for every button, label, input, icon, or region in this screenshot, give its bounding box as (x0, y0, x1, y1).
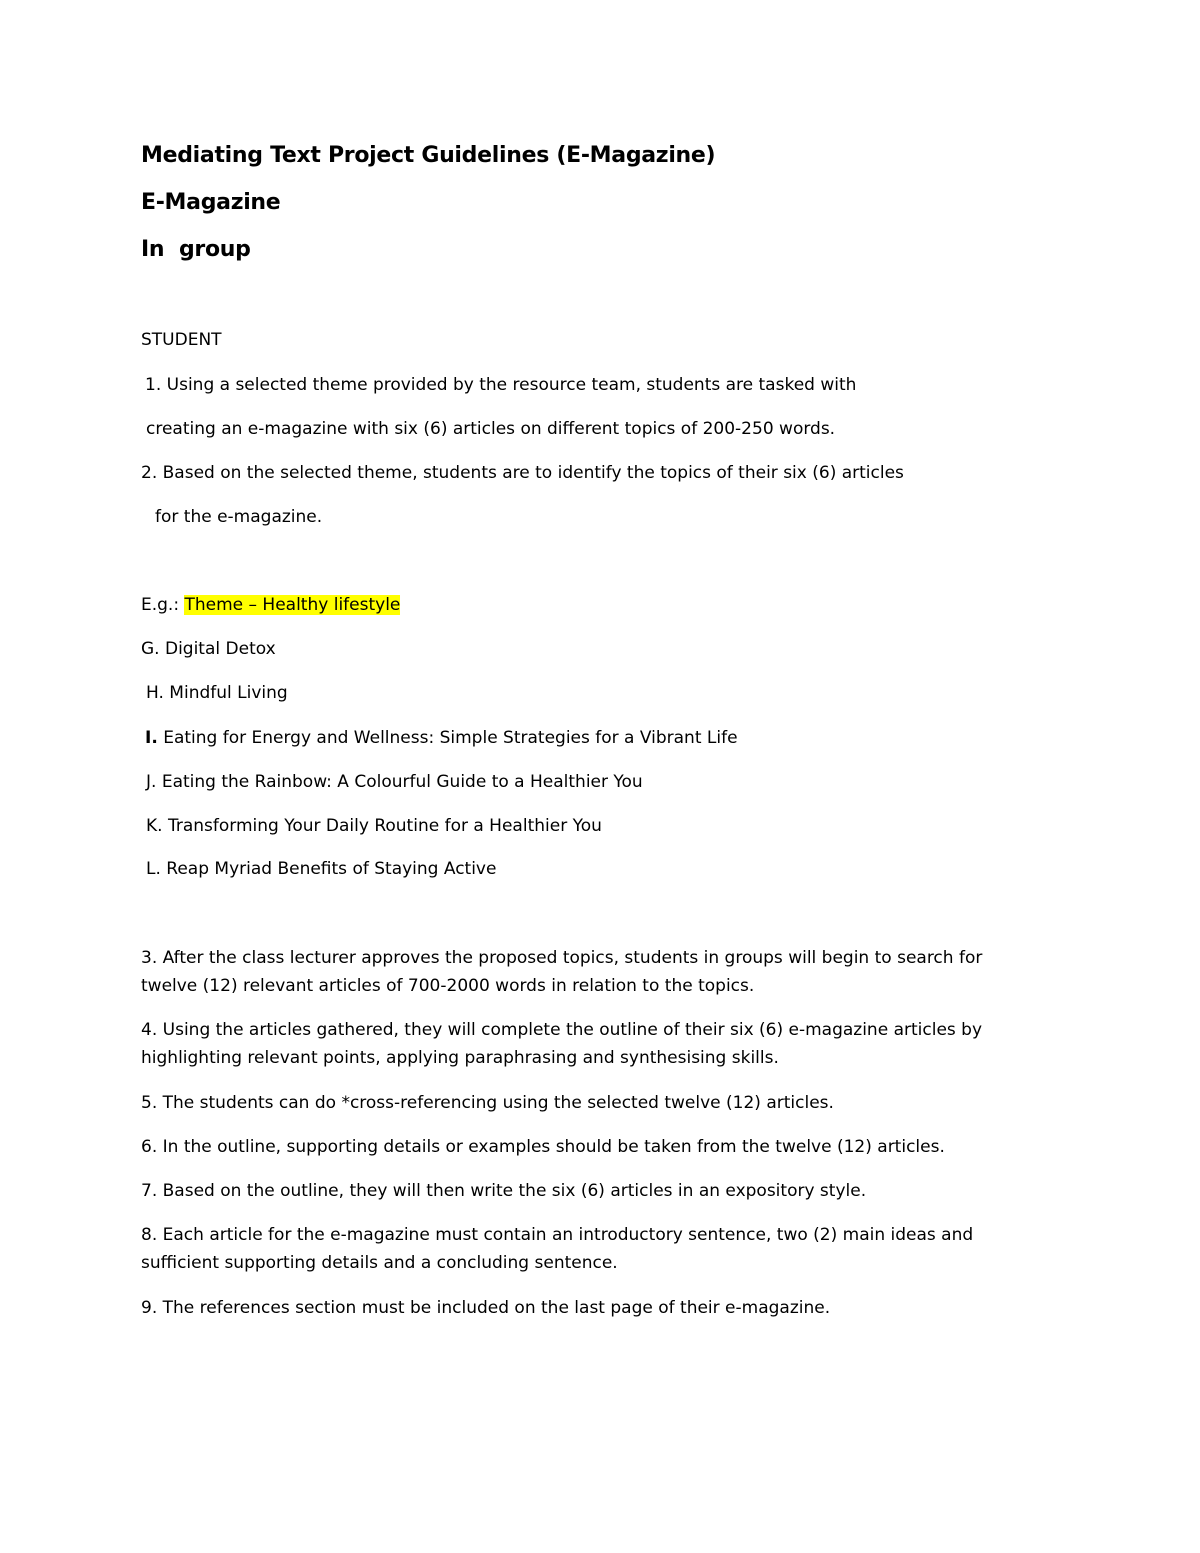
example-line (141, 594, 400, 616)
document-title: Mediating Text Project Guidelines (E-Magazine) (141, 143, 716, 168)
step-number: 8. (141, 1225, 158, 1245)
step-text: Based on the outline, they will then write the six (6) articles in an expository style. (162, 1181, 867, 1201)
topic-item (146, 858, 496, 880)
step-text: Based on the selected theme, students are to identify the topics of their six (6) articles (162, 463, 904, 483)
step-line-continued: twelve (12) relevant articles of 700-2000 words in relation to the topics. (141, 976, 755, 996)
step-line (141, 1224, 973, 1246)
topic-item (146, 771, 643, 793)
step-text: Using the articles gathered, they will complete the outline of their six (6) e-magazine articles by (162, 1020, 983, 1040)
step-text: The students can do *cross-referencing using the selected twelve (12) articles. (162, 1093, 834, 1113)
step-line-continued: creating an e-magazine with six (6) articles on different topics of 200-250 words. (146, 419, 836, 439)
topic-item (145, 727, 738, 749)
step-number: 1. (145, 375, 162, 395)
step-text: Using a selected theme provided by the resource team, students are tasked with (166, 375, 857, 395)
step-number: 7. (141, 1181, 158, 1201)
highlighted-theme: Theme – Healthy lifestyle (184, 595, 401, 615)
topic-letter: H. (146, 683, 164, 703)
step-number: 5. (141, 1093, 158, 1113)
topic-text: Reap Myriad Benefits of Staying Active (166, 859, 497, 879)
topic-item (141, 638, 276, 660)
topic-letter: J. (146, 772, 157, 792)
topic-text: Digital Detox (164, 639, 276, 659)
step-line (141, 462, 904, 484)
step-line (141, 1019, 982, 1041)
step-line (141, 947, 982, 969)
example-prefix: E.g.: (141, 595, 180, 615)
topic-text: Transforming Your Daily Routine for a Healthier You (167, 816, 602, 836)
topic-item (146, 682, 288, 704)
step-line (141, 1297, 830, 1319)
topic-text: Eating for Energy and Wellness: Simple Strategies for a Vibrant Life (163, 728, 738, 748)
group-mode: In group (141, 237, 251, 262)
step-line (141, 1136, 945, 1158)
topic-letter: I. (145, 728, 158, 748)
document-subtitle: E-Magazine (141, 190, 281, 215)
step-number: 4. (141, 1020, 158, 1040)
step-number: 6. (141, 1137, 158, 1157)
topic-text: Eating the Rainbow: A Colourful Guide to a Healthier You (161, 772, 643, 792)
step-line (141, 1092, 834, 1114)
topic-item (146, 815, 602, 837)
step-line (145, 374, 856, 396)
step-line-continued: highlighting relevant points, applying paraphrasing and synthesising skills. (141, 1048, 779, 1068)
topic-text: Mindful Living (169, 683, 288, 703)
step-line-continued: for the e-magazine. (155, 507, 323, 527)
topic-letter: K. (146, 816, 163, 836)
topic-letter: L. (146, 859, 161, 879)
step-number: 9. (141, 1298, 158, 1318)
step-line-continued: sufficient supporting details and a concluding sentence. (141, 1253, 618, 1273)
step-number: 2. (141, 463, 158, 483)
topic-letter: G. (141, 639, 160, 659)
step-text: Each article for the e-magazine must contain an introductory sentence, two (2) main ideas and (162, 1225, 974, 1245)
step-text: The references section must be included on the last page of their e-magazine. (162, 1298, 831, 1318)
section-label: STUDENT (141, 330, 222, 350)
step-text: After the class lecturer approves the proposed topics, students in groups will begin to search for (162, 948, 983, 968)
step-line (141, 1180, 866, 1202)
step-number: 3. (141, 948, 158, 968)
step-text: In the outline, supporting details or examples should be taken from the twelve (12) articles. (162, 1137, 945, 1157)
